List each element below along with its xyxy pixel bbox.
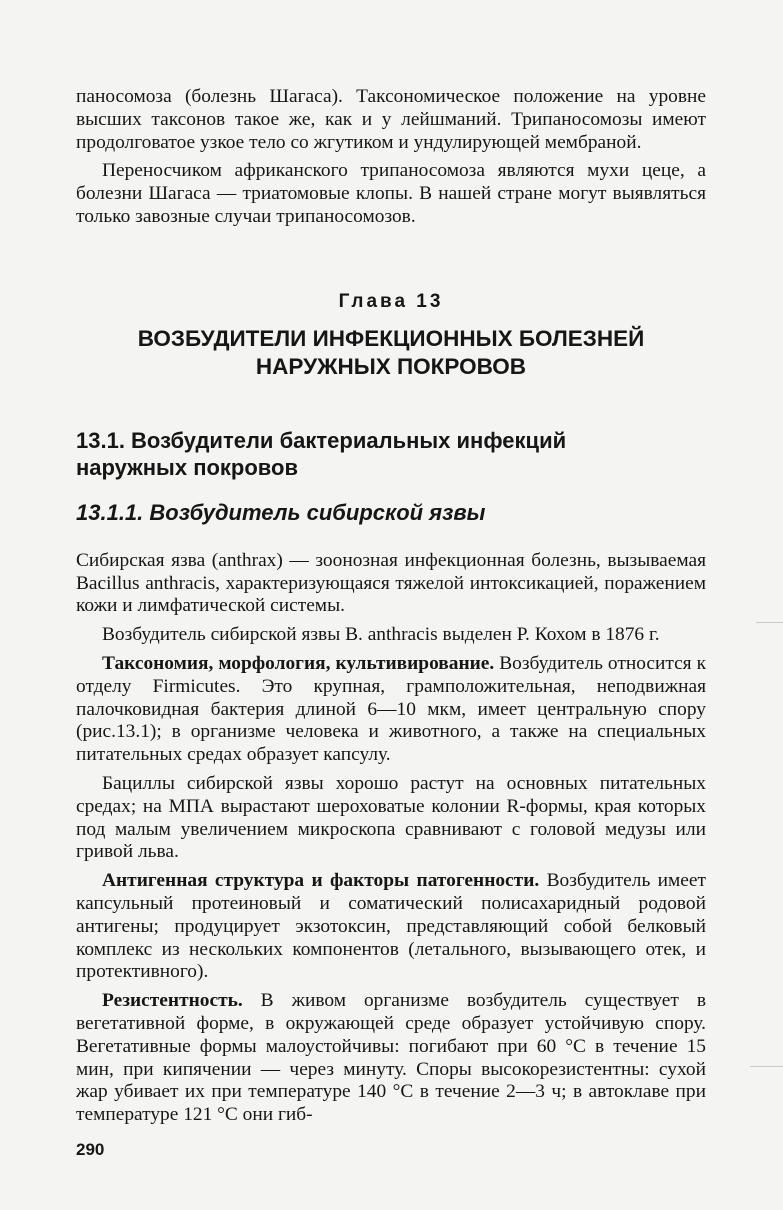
chapter-spacer: [76, 229, 706, 291]
section-title: [76, 427, 706, 481]
body-paragraph-6: [76, 990, 706, 1127]
body-paragraph-4: Бациллы сибирской язвы хорошо растут на основных питательных средах; на МПА вырастают шероховатые колонии R-формы, края которых под малым увеличением микроскопа сравнивают с головой медузы или гривой льва.: [76, 772, 706, 863]
paragraph-5-text: Возбудитель имеет капсульный протеиновый и соматический полисахаридный родовой антигены; продуцирует экзотоксин, представляющий собой белковый комплекс из нескольких компонентов (летального, вызывающего отек, и протективного).: [76, 870, 706, 983]
chapter-title-line-2: НАРУЖНЫХ ПОКРОВОВ: [255, 353, 527, 379]
body-paragraph-5: [76, 870, 706, 984]
intro-paragraph-2: Переносчиком африканского трипаносомоза являются мухи цеце, а болезни Шагаса — триатомовые клопы. В нашей стране могут выявляться только завозные случаи трипаносомозов.: [76, 160, 706, 227]
chapter-title-line-1: ВОЗБУДИТЕЛИ ИНФЕКЦИОННЫХ БОЛЕЗНЕЙ: [137, 325, 645, 351]
section-title-line-2: наружных покровов: [76, 454, 299, 480]
runin-heading-taxonomy: Таксономия, морфология, культивирование.: [102, 652, 495, 674]
page-content: [76, 86, 706, 1127]
runin-heading-antigens: Антигенная структура и факторы патогенности.: [102, 870, 540, 892]
page-number: 290: [76, 1140, 105, 1159]
scan-margin-mark: [756, 622, 783, 623]
body-paragraph-2: Возбудитель сибирской язвы В. anthracis выделен Р. Кохом в 1876 г.: [102, 624, 660, 646]
chapter-label: Глава 13: [338, 290, 444, 312]
body-paragraph-1: Сибирская язва (anthrax) — зоонозная инфекционная болезнь, вызываемая Bacillus anthracis, характеризующаяся тяжелой интоксикацией, поражением кожи и лимфатической системы.: [76, 549, 706, 617]
body-paragraph-3: [76, 653, 706, 767]
section-title-line-1: 13.1. Возбудители бактериальных инфекций: [76, 427, 567, 453]
intro-paragraph-1: паносомоза (болезнь Шагаса). Таксономическое положение на уровне высших таксонов такое же, как и у лейшманий. Трипаносомозы имеют продолговатое узкое тело со жгутиком и ундулирующей мембраной.: [76, 86, 706, 153]
runin-heading-resistance: Резистентность.: [102, 990, 243, 1012]
paragraph-6-text: В живом организме возбудитель существует в вегетативной форме, в окружающей среде образует устойчивую спору. Вегетативные формы малоустойчивы: погибают при 60 °С в течение 15 мин, при кипячении — через минуту. Споры высокорезистентны: сухой жар убивает их при температуре 140 °С в течение 2—3 ч; в автоклаве при температуре 121 °С они гиб-: [76, 990, 706, 1126]
paragraph-3-text: Возбудитель относится к отделу Firmicutes. Это крупная, грамположительная, неподвижная палочковидная бактерия длиной 6—10 мкм, имеет центральную спору (рис.13.1); в организме человека и животного, а также на специальных питательных средах образует капсулу.: [76, 652, 706, 766]
subsection-title: 13.1.1. Возбудитель сибирской язвы: [76, 499, 486, 525]
scan-margin-mark: [750, 1066, 783, 1067]
